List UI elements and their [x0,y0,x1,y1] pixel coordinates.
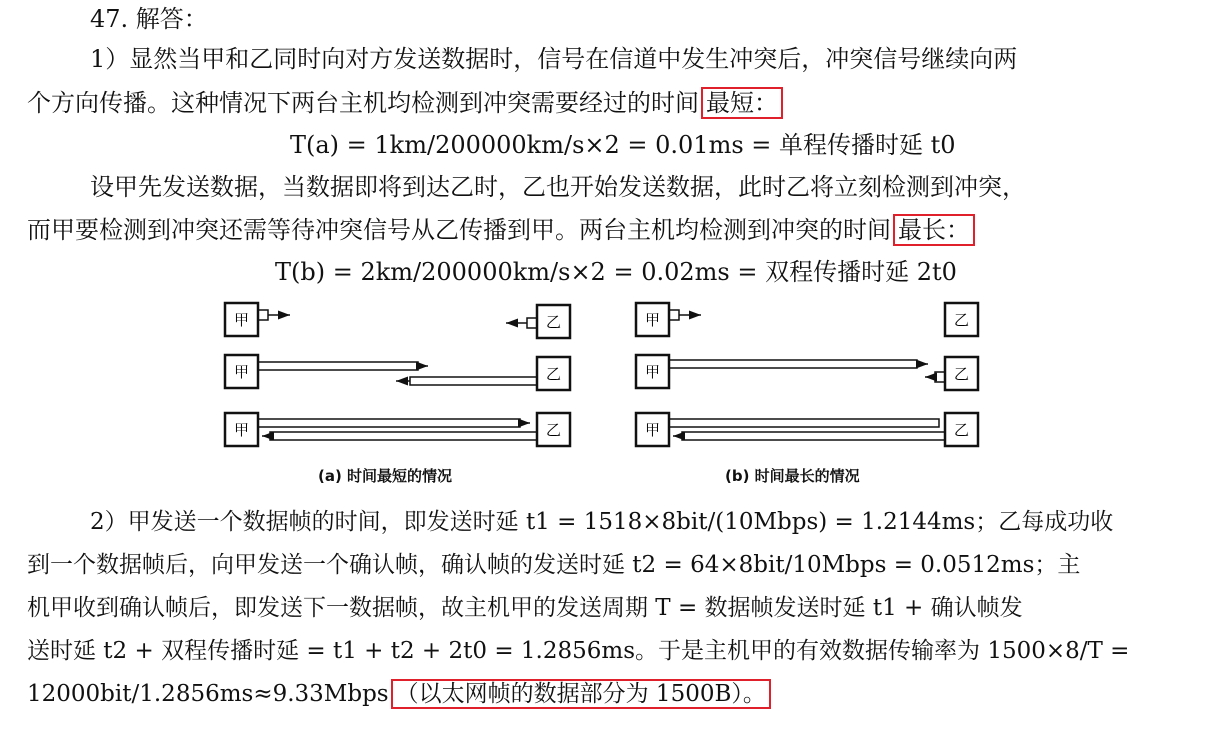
part1-line1: 1）显然当甲和乙同时向对方发送数据时，信号在信道中发生冲突后，冲突信号继续向两 [90,45,1018,73]
part1-line4-text: 而甲要检测到冲突还需等待冲突信号从乙传播到甲。两台主机均检测到冲突的时间 [27,216,891,244]
diagram-b [636,303,978,446]
host-a-label: 甲 [233,363,250,381]
host-a-label: 甲 [644,363,661,381]
part1-line4 [27,213,977,247]
part2-line5 [27,677,773,711]
host-b-label: 乙 [545,421,562,439]
highlight-shortest: 最短： [701,87,783,119]
part2-line5-text: 12000bit/1.2856ms≈9.33Mbps [27,681,389,707]
host-b-label: 乙 [953,365,970,383]
part2-line2: 到一个数据帧后，向甲发送一个确认帧，确认帧的发送时延 t2 = 64×8bit/10Mbps = 0.0512ms；主 [27,552,1081,578]
host-b-label: 乙 [953,421,970,439]
highlight-longest: 最长： [893,214,975,246]
part1-line2-text: 个方向传播。这种情况下两台主机均检测到冲突需要经过的时间 [27,89,699,117]
part1-line3: 设甲先发送数据，当数据即将到达乙时，乙也开始发送数据，此时乙将立刻检测到冲突， [90,173,1026,201]
part2-line3: 机甲收到确认帧后，即发送下一数据帧，故主机甲的发送周期 T = 数据帧发送时延 t1 + 确认帧发 [27,595,1023,621]
formula-a: T(a) = 1km/200000km/s×2 = 0.01ms = 单程传播时延 t0 [290,131,956,159]
host-a-label: 甲 [644,421,661,439]
host-a-label: 甲 [233,421,250,439]
formula-b: T(b) = 2km/200000km/s×2 = 0.02ms = 双程传播时延 2t0 [275,258,957,286]
host-b-label: 乙 [953,311,970,329]
caption-b: (b) 时间最长的情况 [725,467,860,485]
diagram-a [225,303,570,446]
highlight-ethernet-note: （以太网帧的数据部分为 1500B）。 [391,679,771,709]
collision-diagram [0,295,1221,495]
answer-heading: 47. 解答： [90,5,208,33]
host-a-label: 甲 [233,311,250,329]
host-b-label: 乙 [545,313,562,331]
part2-line4: 送时延 t2 + 双程传播时延 = t1 + t2 + 2t0 = 1.2856ms。于是主机甲的有效数据传输率为 1500×8/T = [27,638,1130,664]
host-a-label: 甲 [644,311,661,329]
caption-a: (a) 时间最短的情况 [318,467,453,485]
host-b-label: 乙 [545,365,562,383]
part2-line1: 2）甲发送一个数据帧的时间，即发送时延 t1 = 1518×8bit/(10Mbps) = 1.2144ms；乙每成功收 [90,509,1114,535]
part1-line2 [27,86,785,120]
